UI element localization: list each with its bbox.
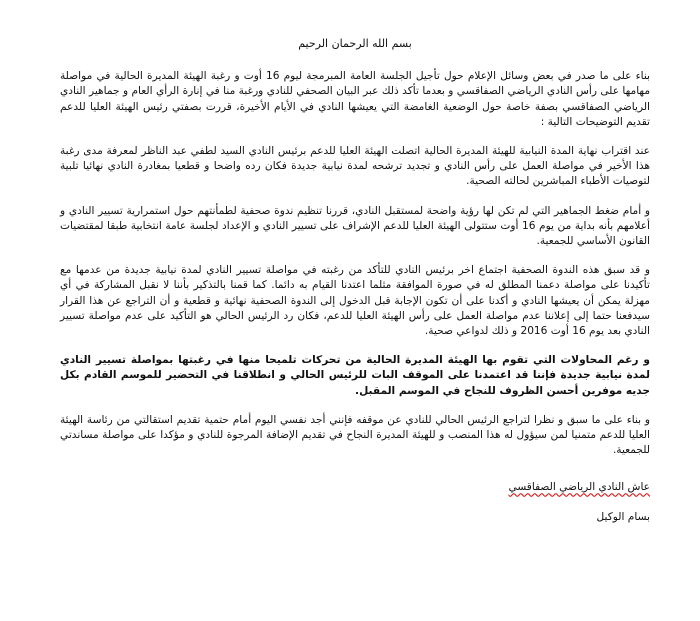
- closing-line: [60, 480, 650, 495]
- paragraph-intro: بناء على ما صدر في بعض وسائل الإعلام حول تأجيل الجلسة العامة المبرمجة ليوم 16 أوت و رغبة الهيئة المديرة الحالية في مواصلة مهامها على رأس النادي الرياضي الصفاقسي و بعدما تأكد ذلك عبر البيان الصحفي للنادي ورغبة منا في إنارة الرأي العام و جماهير النادي الرياضي الصفاقسي بصفة خاصة حول الوضعية الغامضة التي يعيشها النادي في الأيام الأخيرة، قررت بصفتي رئيس الهيئة العليا للدعم تقديم التوضيحات التالية :: [60, 70, 650, 128]
- document-page: [60, 28, 650, 525]
- paragraph-meeting: و قد سبق هذه الندوة الصحفية اجتماع اخر برئيس النادي للتأكد من رغبته في مواصلة تسيير النادي لمدة نيابية جديدة من عدمها مع تأكيدنا على مواصلة دعمنا المطلق له في صورة الموافقة مثلما اعتدنا القيام به دائما. كما قمنا بالتذكير بأننا لا نقبل المشاركة في أي مهزلة يمكن أن يعيشها النادي و أكدنا على أن تكون الإجابة قبل الدخول إلى الندوة الصحفية نهائية و قطعية و أن التراجع عن هذا القرار سيدفعنا حتما إلى إعلاننا عدم مواصلة العمل على رأس الهيئة العليا للدعم، فكان رد الرئيس الحالي هو التأكيد على عدم مواصلة تسيير النادي بعد يوم 16 أوت 2016 و ذلك لدواعي صحية.: [60, 264, 650, 338]
- bismillah-heading: بسم الله الرحمان الرحيم: [298, 37, 412, 50]
- paragraph-president-contact: عند اقتراب نهاية المدة النيابية للهيئة المديرة الحالية اتصلت الهيئة العليا للدعم برئيس النادي السيد لطفي عبد الناظر لمعرفة مدى رغبة هذا الأخير في مواصلة العمل على رأس النادي و تجديد ترشحه لمدة نيابية جديدة فكان رده واضحا و قطعيا بمغادرة النادي نهائيا تلبية لتوصيات الأطباء المباشرين لحالته الصحية.: [60, 145, 650, 188]
- paragraph-resignation: و بناء على ما سبق و نظرا لتراجع الرئيس الحالي للنادي عن موقفه فإنني أجد نفسي اليوم أمام حتمية تقديم استقالتي من رئاسة الهيئة العليا للدعم متمنيا لمن سيؤول له هذا المنصب و للهيئة المديرة النجاح في تقديم الإضافة المرجوة للنادي و مؤكدا على مواصلة مساندتي للجمعية.: [60, 413, 650, 457]
- signature: بسام الوكيل: [596, 510, 650, 523]
- paragraph-attempts: و رغم المحاولات التي تقوم بها الهيئة المديرة الحالية من تحركات تلميحا منها في رغبتها بمواصلة تسيير النادي لمدة نيابية جديدة فإننا قد اعتمدنا على الموقف البات للرئيس الحالي و انطلاقنا في التحضير للموسم القادم بكل جديه موفرين أحسن الظروف للنجاح في الموسم المقبل.: [60, 354, 650, 397]
- closing-text: عاش النادي الرياضي الصفاقسي: [508, 481, 650, 494]
- paragraph-press-conference: و أمام ضغط الجماهير التي لم تكن لها رؤية واضحة لمستقبل النادي، قررنا تنظيم ندوة صحفية لطمأنتهم حول استمرارية تسيير النادي و أعلامهم بأنه بداية من يوم 16 أوت ستتولى الهيئة العليا للدعم الإشراف على تسيير النادي و الإعداد لجلسة عامة انتخابية طبقا لمقتضيات القانون الأساسي للجمعية.: [60, 204, 650, 248]
